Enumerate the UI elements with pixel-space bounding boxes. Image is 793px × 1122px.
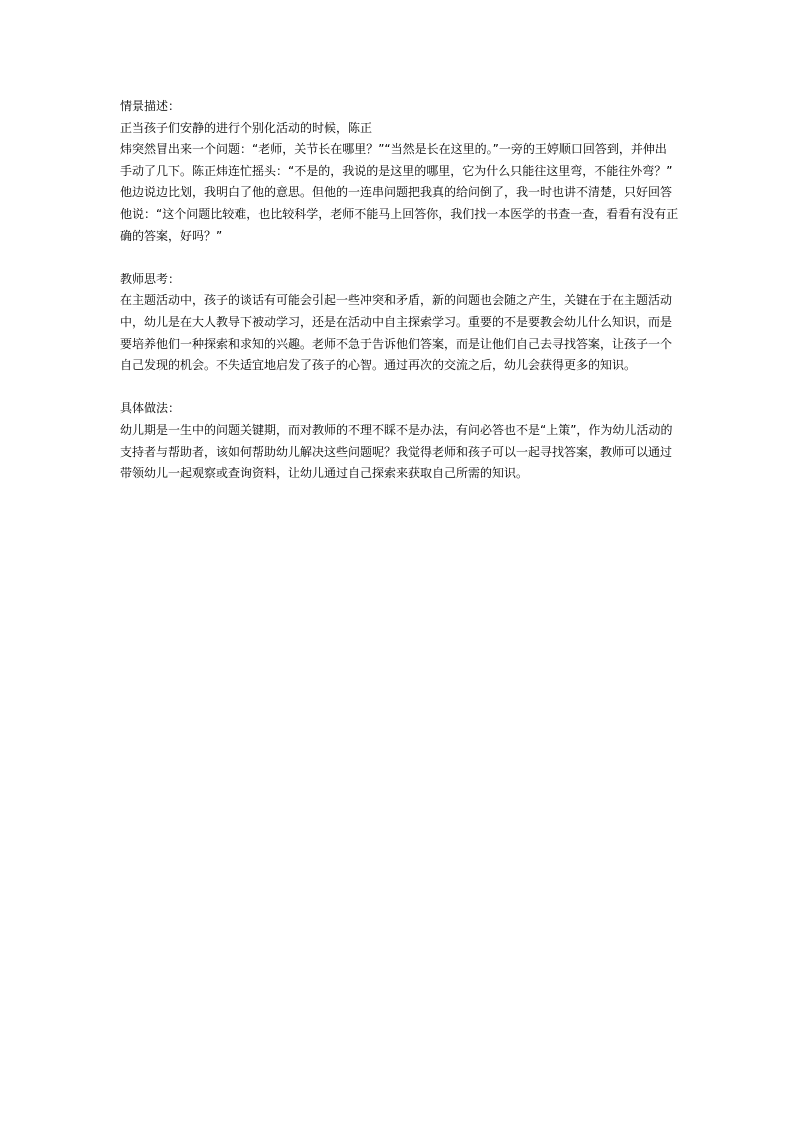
paragraph-line: 炜突然冒出来一个问题：“老师，关节长在哪里？”“当然是长在这里的。”一旁的王婷顺口回答到，并伸出 — [120, 142, 667, 157]
section-heading: 情景描述： — [120, 99, 181, 113]
section-teacher-reflection — [120, 269, 680, 377]
paragraph-line: 幼儿期是一生中的问题关键期，而对教师的不理不睬不是办法，有问必答也不是“上策”，作为幼儿活动的 — [120, 422, 673, 437]
paragraph-line: 在主题活动中，孩子的谈话有可能会引起一些冲突和矛盾，新的问题也会随之产生，关键在于在主题活动 — [120, 293, 673, 308]
paragraph-line: 手动了几下。陈正炜连忙摇头：“不是的，我说的是这里的哪里，它为什么只能往这里弯，不能往外弯？” — [120, 163, 673, 178]
paragraph-line: 要培养他们一种探索和求知的兴趣。老师不急于告诉他们答案，而是让他们自己去寻找答案，让孩子一个 — [120, 336, 673, 351]
section-heading: 教师思考： — [120, 271, 181, 286]
paragraph-line: 他边说边比划，我明白了他的意思。但他的一连串问题把我真的给问倒了，我一时也讲不清楚，只好回答 — [120, 185, 673, 200]
paragraph-line: 中，幼儿是在大人教导下被动学习，还是在活动中自主探索学习。重要的不是要教会幼儿什么知识，而是 — [120, 314, 673, 329]
paragraph-line: 他说：“这个问题比较难，也比较科学，老师不能马上回答你，我们找一本医学的书查一查，看看有没有正 — [120, 206, 679, 221]
document-page — [120, 96, 680, 506]
paragraph-line: 支持者与帮助者，该如何帮助幼儿解决这些问题呢？我觉得老师和孩子可以一起寻找答案，教师可以通过 — [120, 444, 673, 459]
section-specific-approach — [120, 398, 680, 484]
paragraph-line: 确的答案，好吗？” — [120, 228, 223, 243]
paragraph-line: 带领幼儿一起观察或查询资料，让幼儿通过自己探索来获取自己所需的知识。 — [120, 466, 529, 481]
section-scenario-description — [120, 96, 680, 247]
section-heading: 具体做法： — [120, 401, 181, 416]
paragraph-line: 正当孩子们安静的进行个别化活动的时候，陈正 — [120, 120, 373, 135]
paragraph-line: 自己发现的机会。不失适宜地启发了孩子的心智。通过再次的交流之后，幼儿会获得更多的知识。 — [120, 358, 637, 373]
